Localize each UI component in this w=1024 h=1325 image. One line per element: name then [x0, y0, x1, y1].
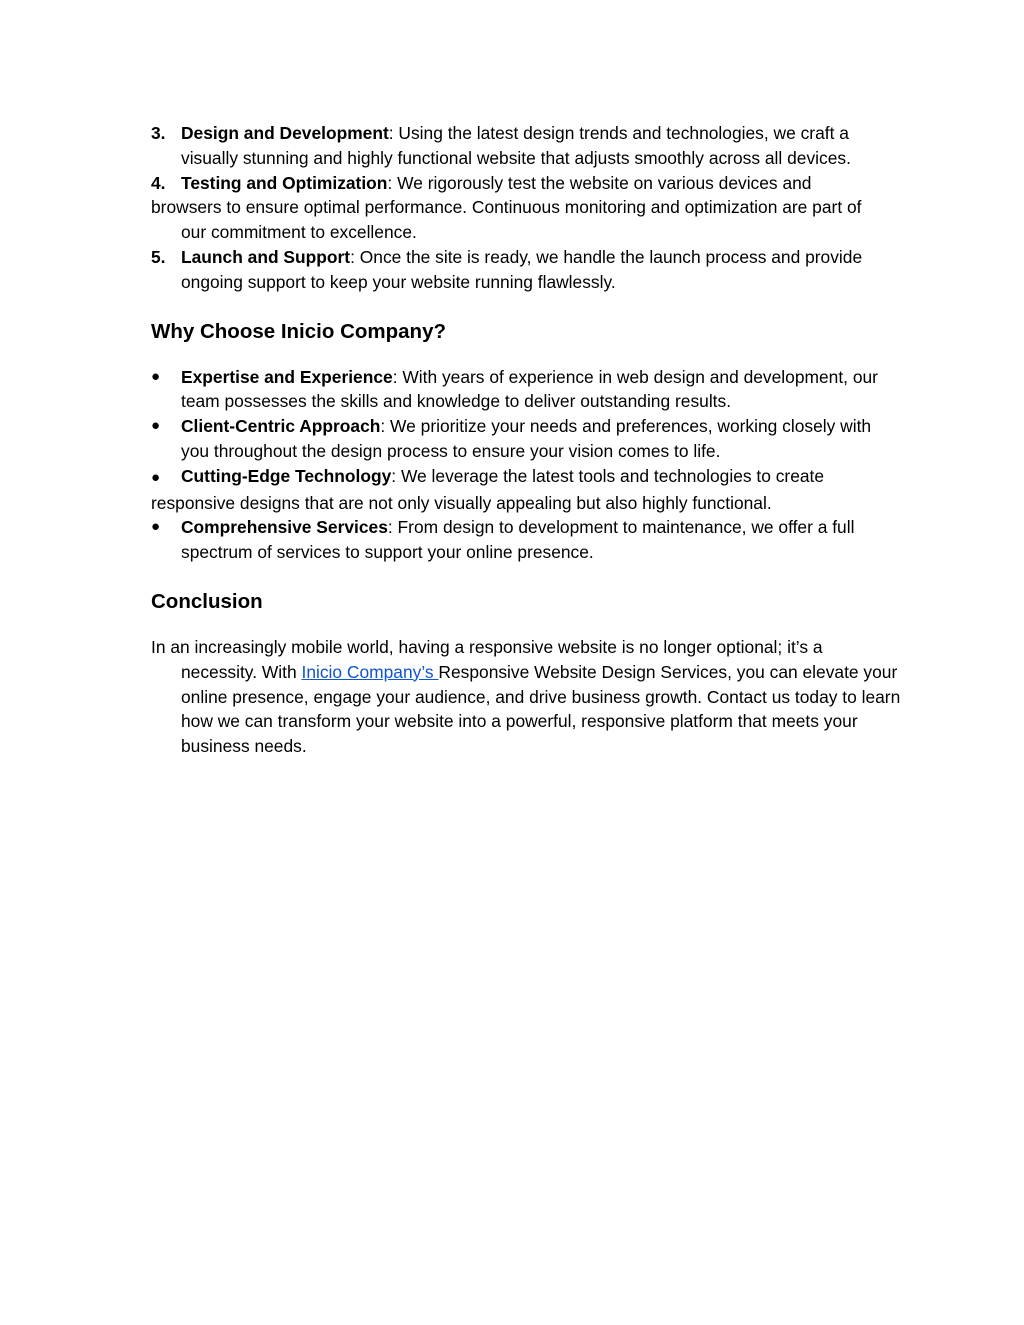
reason-text: : We prioritize your needs and preferences, working closely with you throughout the design process to ensure your vision comes to life.: [181, 416, 872, 461]
reason-text-continued: responsive designs that are not only visually appealing but also highly functional.: [151, 492, 772, 513]
step-text-continued: browsers to ensure optimal performance. Continuous monitoring and optimization are part of: [151, 197, 862, 218]
step-number: 5.: [151, 246, 166, 267]
process-step-design: [151, 121, 903, 171]
document-content: [151, 121, 903, 759]
inicio-company-link[interactable]: Inicio Company’s: [301, 661, 439, 682]
step-number: 4.: [151, 172, 166, 193]
conclusion-text-after-link: Responsive Website Design Services, you can elevate your online presence, engage your audience, and drive business growth. Contact us today to learn how we can transform your website into a powerful, responsive platform that meets your business needs.: [181, 661, 901, 757]
reason-text: : With years of experience in web design and development, our team possesses the skills and knowledge to deliver outstanding results.: [181, 366, 878, 412]
reason-expertise: [151, 365, 903, 415]
reason-title: Cutting-Edge Technology: [181, 465, 392, 486]
reason-title: Comprehensive Services: [181, 517, 388, 538]
bullet-icon: ●: [151, 367, 161, 385]
process-step-launch: [151, 245, 903, 295]
process-step-testing: [151, 171, 903, 245]
bullet-icon: ●: [151, 518, 161, 536]
step-text: : Using the latest design trends and technologies, we craft a visually stunning and highly functional website that adjusts smoothly across all devices.: [181, 123, 851, 168]
bullet-icon: ●: [151, 417, 161, 435]
step-text-continued: our commitment to excellence.: [181, 222, 417, 243]
step-title: Design and Development: [181, 123, 389, 143]
conclusion-text: In an increasingly mobile world, having a responsive website is no longer optional; it’s a necessity. With: [151, 636, 823, 682]
bullet-icon: ●: [151, 468, 161, 486]
reason-title: Expertise and Experience: [181, 366, 393, 387]
reason-client-centric: [151, 414, 903, 464]
reason-title: Client-Centric Approach: [181, 416, 381, 437]
reason-services: [151, 515, 903, 565]
step-text: : Once the site is ready, we handle the launch process and provide ongoing support to keep your website running flawlessly.: [181, 246, 863, 292]
step-text: : We rigorously test the website on various devices and: [387, 172, 812, 193]
step-title: Launch and Support: [181, 246, 351, 267]
step-title: Testing and Optimization: [181, 172, 388, 193]
reason-text: : We leverage the latest tools and technologies to create: [391, 465, 825, 486]
conclusion-heading: Conclusion: [151, 589, 263, 613]
reason-technology: [151, 464, 903, 516]
reason-text: : From design to development to maintenance, we offer a full spectrum of services to support your online presence.: [181, 517, 855, 563]
why-choose-heading: Why Choose Inicio Company?: [151, 319, 446, 343]
conclusion-paragraph: [151, 635, 903, 759]
step-number: 3.: [151, 123, 166, 143]
